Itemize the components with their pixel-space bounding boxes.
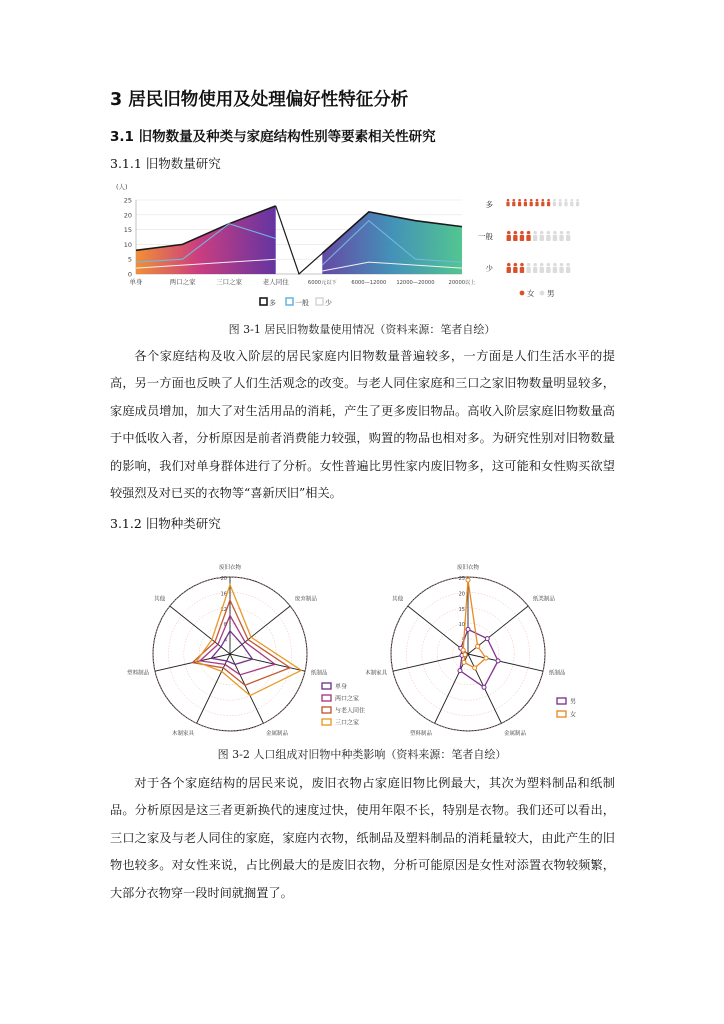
- radar-point: [463, 653, 467, 657]
- x-tick-label: 老人同住: [262, 278, 289, 286]
- y-tick-label: 10: [123, 240, 132, 249]
- subsection-title: 3.1 旧物数量及种类与家庭结构性别等要素相关性研究: [110, 129, 436, 145]
- area-group-2: [322, 212, 462, 274]
- pictogram-legend: [520, 288, 555, 298]
- person-icon-female: [507, 231, 511, 241]
- person-icon-male: [546, 231, 550, 241]
- person-icon-female: [547, 199, 550, 206]
- legend-swatch: [286, 298, 293, 305]
- group-connector: [276, 206, 323, 274]
- radar-axis-label: 其他: [392, 596, 404, 603]
- figure-caption-2: 图 3-2 人口组成对旧物中种类影响（资料来源：笔者自绘）: [217, 748, 507, 761]
- radar-r-tick: 16: [220, 591, 227, 598]
- legend-swatch: [322, 683, 331, 689]
- legend-swatch: [557, 698, 566, 704]
- person-icon-female: [524, 199, 527, 206]
- person-icon-female: [513, 231, 517, 241]
- person-icon-male: [553, 199, 556, 206]
- x-tick-label: 12000—20000: [396, 280, 435, 286]
- subsub-title-types: 3.1.2 旧物种类研究: [110, 516, 221, 531]
- figure-quantity: [110, 174, 610, 314]
- legend-dot: [540, 291, 545, 296]
- radar-point: [466, 578, 470, 582]
- radar-axis: [393, 654, 468, 671]
- radar-r-tick: 20: [458, 591, 465, 598]
- person-icon-male: [570, 199, 573, 206]
- paragraph-quantity: 各个家庭结构及收入阶层的居民家庭内旧物数量普遍较多，一方面是人们生活水平的提高，另一方面也反映了人们生活观念的改变。与老人同住家庭和三口之家旧物数量明显较多，家庭成员增加，加大了对生活用品的消耗，产生了更多废旧物品。高收入阶层家庭旧物数量高于中低收入者，分析原因是前者消费能力较强，购置的物品也相对多。为研究性别对旧物数量的影响，我们对单身群体进行了分析。女性普遍比男性家内废旧物多，这可能和女性购买欲望较强烈及对已买的衣物等“喜新厌旧”相关。: [110, 349, 615, 501]
- radar-point: [476, 644, 480, 648]
- radar-axis-label: 纸类制品: [532, 596, 555, 603]
- person-icon-male: [566, 263, 570, 273]
- radar-r-tick: 4: [223, 637, 227, 644]
- radar-point: [461, 648, 465, 652]
- person-icon-female: [541, 199, 544, 206]
- radar-axis-label: 废旧衣物: [218, 565, 242, 571]
- x-tick-label: 20000以上: [448, 280, 476, 286]
- person-icon-female: [507, 263, 511, 273]
- person-icon-female: [520, 263, 524, 273]
- radar-r-tick: 15: [458, 606, 465, 613]
- radar-r-tick: 8: [223, 622, 227, 629]
- pictogram-row-label: 少: [485, 264, 493, 273]
- y-tick-label: 5: [127, 255, 132, 264]
- x-tick-label: 6000元以下: [307, 280, 337, 286]
- person-icon-male: [559, 199, 562, 206]
- legend-dot: [520, 291, 525, 296]
- radar-point: [458, 669, 462, 673]
- radar-axis-label: 木制家具: [365, 670, 388, 677]
- person-icon-male: [553, 263, 557, 273]
- legend-label: 两口之家: [335, 695, 360, 703]
- legend-label: 单身: [335, 683, 348, 691]
- person-icon-male: [546, 263, 550, 273]
- legend-swatch: [322, 695, 331, 701]
- paragraph-types: 对于各个家庭结构的居民来说，废旧衣物占家庭旧物比例最大，其次为塑料制品和纸制品。分析原因是这三者更新换代的速度过快，使用年限不长，特别是衣物。我们还可以看出，三口之家及与老人同住的家庭，家庭内衣物，纸制品及塑料制品的消耗量较大，由此产生的旧物也较多。对女性来说，占比例最大的是废旧衣物，分析可能原因是女性对添置衣物较频繁，大部分衣物穿一段时间就搁置了。: [110, 776, 615, 900]
- legend-swatch: [322, 707, 331, 713]
- radar-axis-label: 纸制品: [548, 670, 566, 677]
- x-tick-label: 三口之家: [216, 278, 243, 286]
- y-tick-label: 15: [123, 226, 132, 235]
- radar-r-tick: 25: [458, 576, 465, 582]
- radar-r-tick: 20: [220, 576, 227, 582]
- y-axis-unit: (人): [116, 183, 128, 191]
- figure-caption-1: 图 3-1 居民旧物数量使用情况（资料来源：笔者自绘）: [228, 323, 496, 336]
- person-icon-male: [540, 263, 544, 273]
- person-icon-male: [564, 199, 567, 206]
- legend-label: 一般: [295, 299, 309, 307]
- legend-label: 女: [570, 711, 577, 719]
- legend-label: 多: [269, 299, 276, 307]
- person-icon-female: [506, 199, 509, 206]
- person-icon-male: [533, 263, 537, 273]
- person-icon-female: [530, 199, 533, 206]
- radar-r-tick: 5: [461, 637, 465, 644]
- person-icon-female: [513, 263, 517, 273]
- y-tick-label: 25: [123, 196, 132, 205]
- figure-types: [110, 560, 620, 745]
- radar-r-tick: 12: [220, 606, 227, 613]
- legend-label: 男: [547, 289, 555, 298]
- person-icon-male: [540, 231, 544, 241]
- pictogram-row-label: 一般: [478, 232, 493, 241]
- person-icon-male: [553, 231, 557, 241]
- person-icon-female: [535, 199, 538, 206]
- x-tick-label: 6000—12000: [351, 280, 387, 286]
- legend-label: 女: [527, 289, 535, 298]
- person-icon-male: [533, 231, 537, 241]
- radar-axis-label: 木制家具: [171, 730, 194, 737]
- radar-axis: [230, 606, 290, 654]
- radar-axis-label: 塑料制品: [127, 670, 150, 677]
- radar-axis-label: 废弃制品: [294, 596, 317, 603]
- legend-swatch: [316, 298, 323, 305]
- person-icon-male: [559, 231, 563, 241]
- radar-axis-label: 塑料制品: [409, 730, 432, 737]
- x-tick-label: 两口之家: [169, 278, 196, 286]
- y-tick-label: 0: [127, 270, 132, 279]
- radar-axis-label: 纸制品: [310, 670, 328, 677]
- radar-axis: [468, 654, 543, 671]
- section-title: 3 居民旧物使用及处理偏好性特征分析: [110, 90, 409, 110]
- radar-point: [473, 666, 477, 670]
- pictogram-row-label: 多: [485, 200, 493, 209]
- legend-swatch: [557, 711, 566, 717]
- person-icon-male: [559, 263, 563, 273]
- legend-label: 与老人同住: [335, 707, 366, 715]
- radar-point: [496, 659, 500, 663]
- legend-swatch: [322, 719, 331, 725]
- person-icon-female: [512, 199, 515, 206]
- person-icon-female: [520, 231, 524, 241]
- person-icon-male: [526, 263, 530, 273]
- radar-r-tick: 10: [458, 622, 465, 629]
- y-tick-label: 20: [123, 211, 132, 220]
- person-icon-female: [518, 199, 521, 206]
- legend-label: 男: [570, 698, 577, 706]
- person-icon-female: [526, 231, 530, 241]
- person-icon-male: [566, 231, 570, 241]
- radar-point: [485, 637, 489, 641]
- area-legend: [260, 298, 332, 307]
- radar-axis-label: 废旧衣物: [456, 565, 480, 571]
- radar-point: [482, 685, 486, 689]
- radar-legend: [322, 683, 365, 727]
- radar-axis-label: 金属制品: [504, 730, 527, 737]
- legend-swatch: [260, 298, 267, 305]
- radar-axis-label: 其他: [154, 596, 166, 603]
- radar-point: [484, 656, 488, 660]
- radar-axis-label: 金属制品: [266, 730, 289, 737]
- radar-point: [466, 627, 470, 631]
- legend-label: 少: [325, 299, 332, 307]
- subsub-title-quantity: 3.1.1 旧物数量研究: [110, 156, 221, 171]
- person-icon-male: [576, 199, 579, 206]
- radar-point: [462, 660, 466, 664]
- radar-legend: [557, 698, 576, 719]
- x-tick-label: 单身: [129, 278, 143, 286]
- legend-label: 三口之家: [335, 719, 360, 727]
